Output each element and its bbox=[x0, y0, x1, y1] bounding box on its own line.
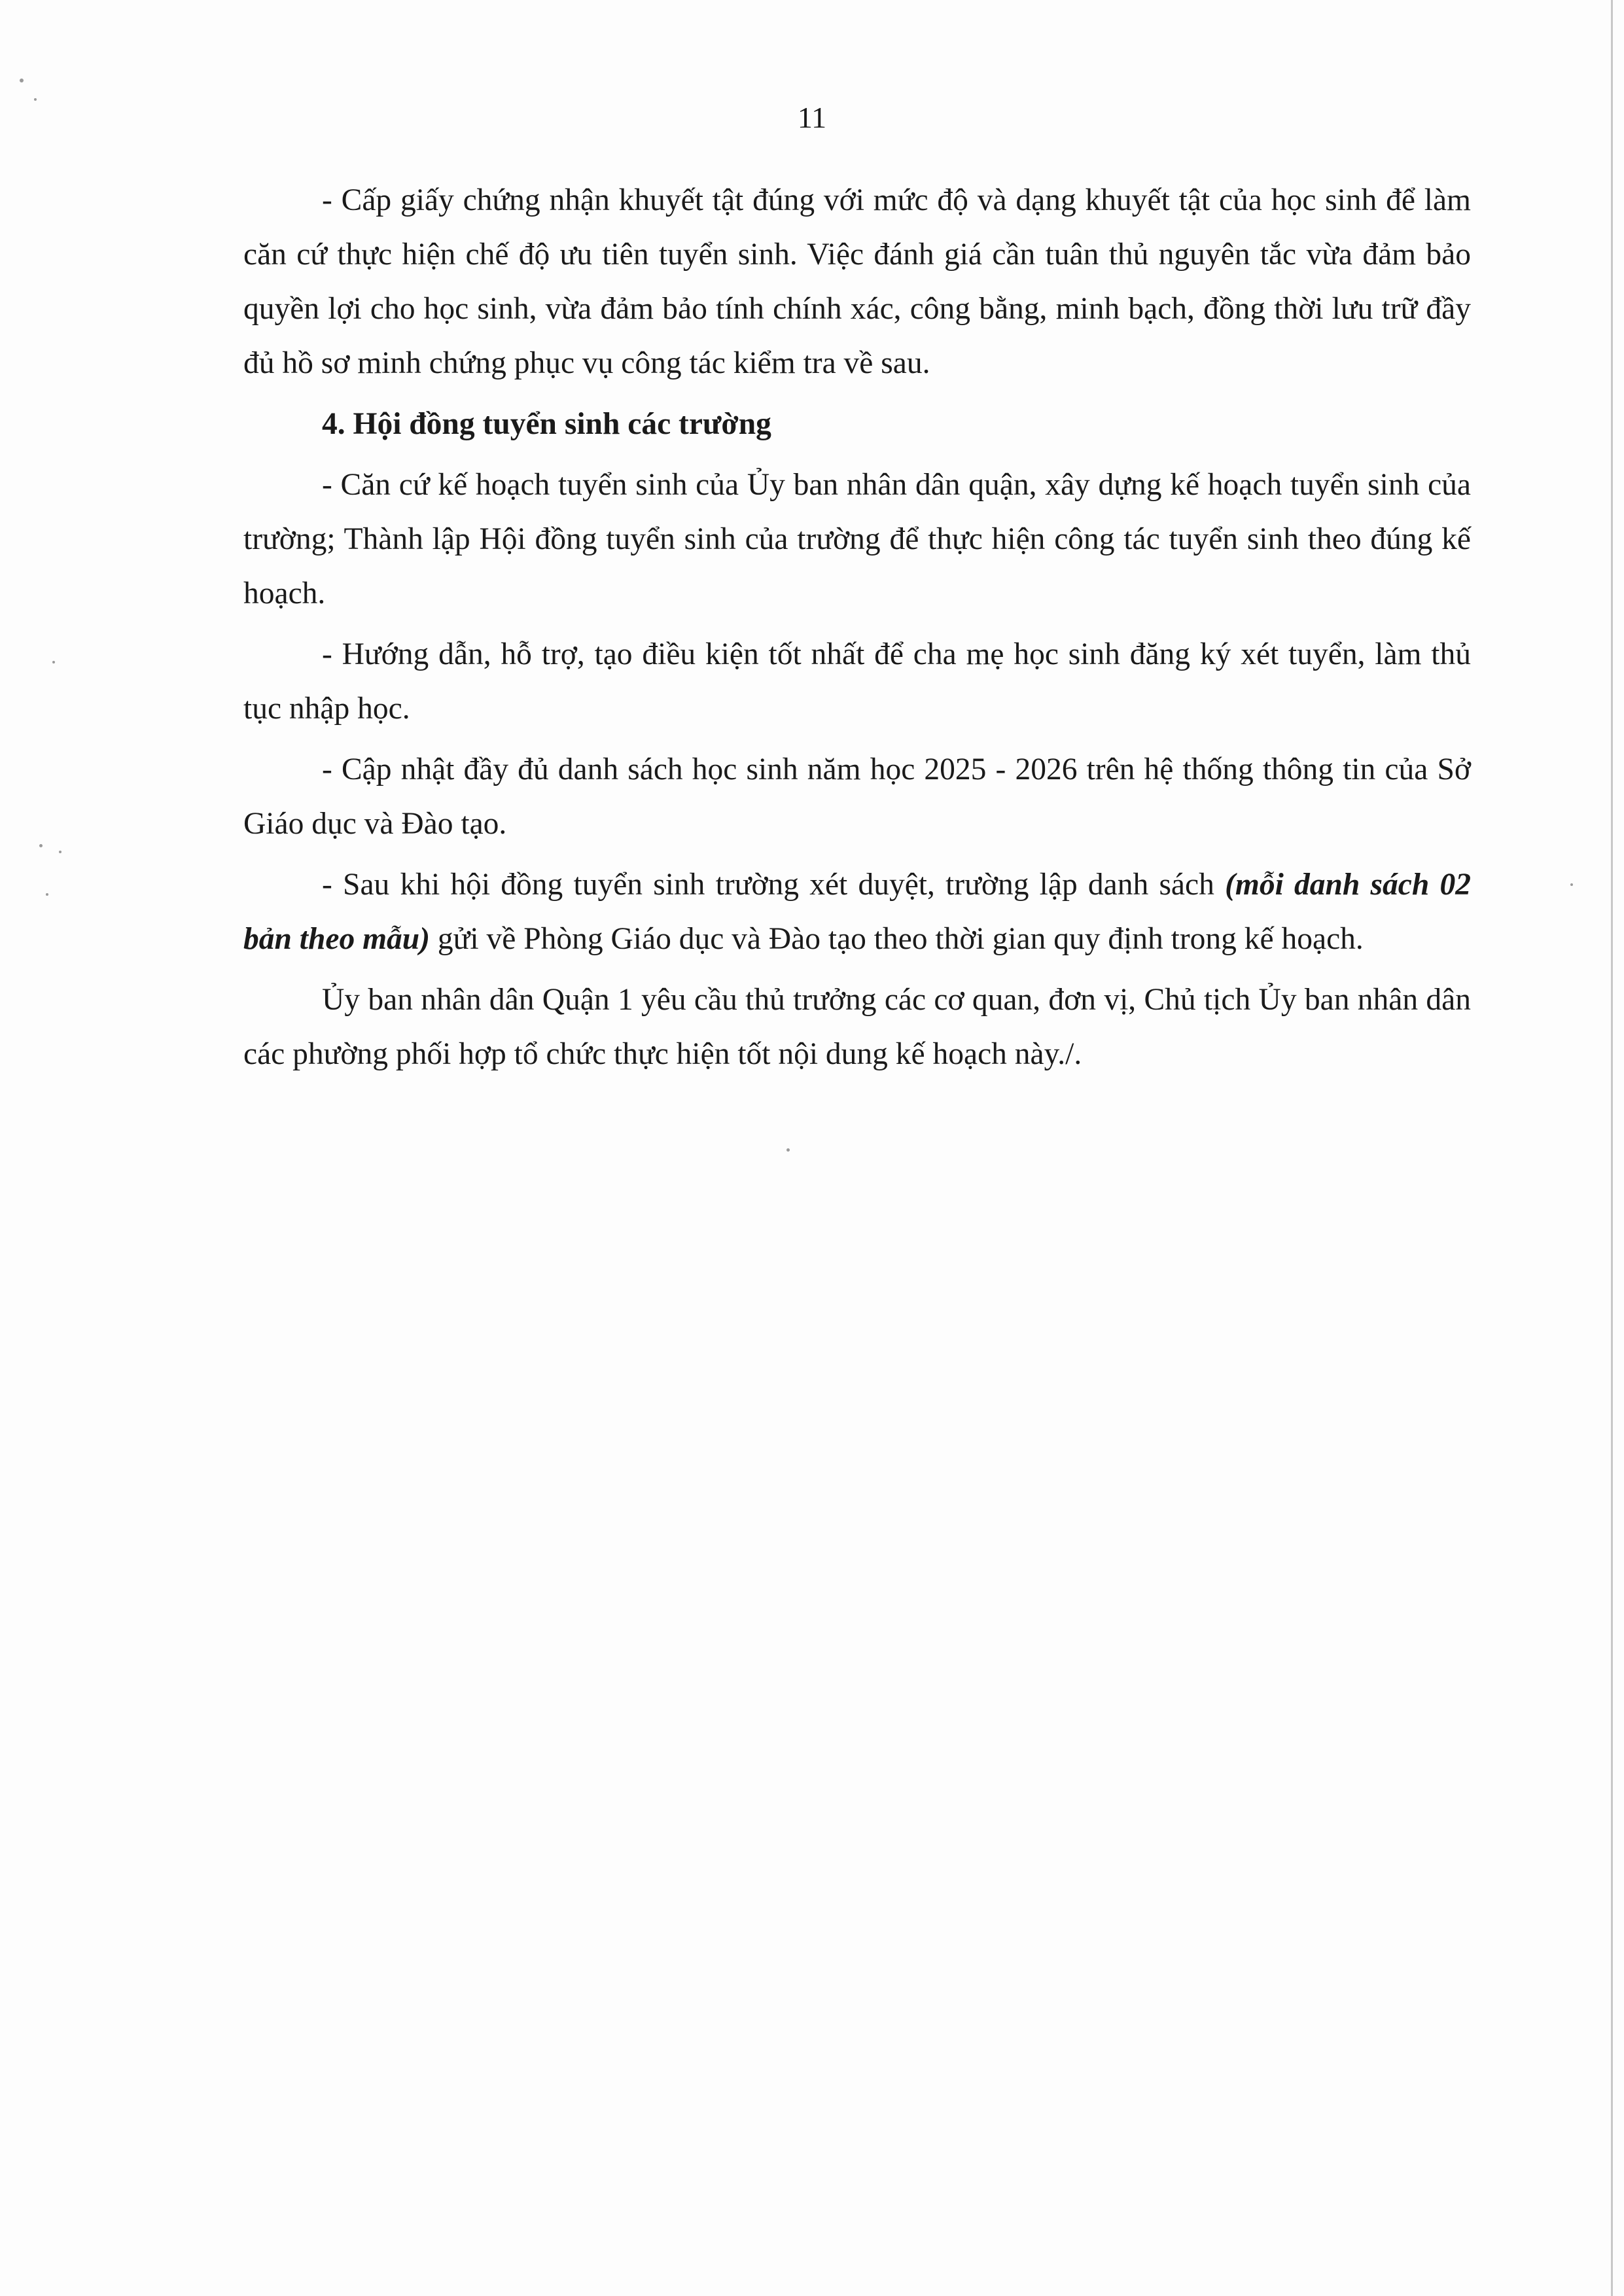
section-item-support: - Hướng dẫn, hỗ trợ, tạo điều kiện tốt nhất để cha mẹ học sinh đăng ký xét tuyển, làm thủ tục nhập học. bbox=[243, 637, 1471, 726]
scan-speck bbox=[34, 98, 37, 101]
page-number: 11 bbox=[797, 101, 827, 134]
scan-edge-line bbox=[1611, 0, 1613, 2296]
scan-speck bbox=[20, 79, 24, 82]
submit-list-text-after: gửi về Phòng Giáo dục và Đào tạo theo thời gian quy định trong kế hoạch. bbox=[430, 922, 1364, 956]
document-body bbox=[243, 173, 1471, 1088]
scan-speck bbox=[59, 851, 62, 853]
scan-speck bbox=[52, 661, 55, 663]
submit-list-emphasis: (mỗi danh sách 02 bản theo mẫu) bbox=[243, 868, 1471, 956]
paragraph-disability-certificate: - Cấp giấy chứng nhận khuyết tật đúng với mức độ và dạng khuyết tật của học sinh để làm căn cứ thực hiện chế độ ưu tiên tuyển sinh. Việc đánh giá cần tuân thủ nguyên tắc vừa đảm bảo quyền lợi cho học sinh, vừa đảm bảo tính chính xác, công bằng, minh bạch, đồng thời lưu trữ đầy đủ hồ sơ minh chứng phục vụ công tác kiểm tra về sau. bbox=[243, 183, 1471, 380]
scan-speck bbox=[1570, 883, 1573, 886]
section-item-update-list: - Cập nhật đầy đủ danh sách học sinh năm học 2025 - 2026 trên hệ thống thông tin của Sở Giáo dục và Đào tạo. bbox=[243, 752, 1471, 841]
scan-speck bbox=[786, 1148, 790, 1152]
submit-list-text-before: - Sau khi hội đồng tuyển sinh trường xét duyệt, trường lập danh sách bbox=[322, 868, 1226, 902]
closing-paragraph: Ủy ban nhân dân Quận 1 yêu cầu thủ trưởng các cơ quan, đơn vị, Chủ tịch Ủy ban nhân dân các phường phối hợp tổ chức thực hiện tốt nội dung kế hoạch này./. bbox=[243, 983, 1471, 1071]
section-heading: 4. Hội đồng tuyển sinh các trường bbox=[322, 407, 771, 441]
section-item-submit-list bbox=[243, 858, 1471, 966]
scan-speck bbox=[39, 844, 43, 847]
section-item-plan: - Căn cứ kế hoạch tuyển sinh của Ủy ban nhân dân quận, xây dựng kế hoạch tuyển sinh của trường; Thành lập Hội đồng tuyển sinh của trường để thực hiện công tác tuyển sinh theo đúng kế hoạch. bbox=[243, 468, 1471, 610]
scan-speck bbox=[46, 893, 48, 896]
